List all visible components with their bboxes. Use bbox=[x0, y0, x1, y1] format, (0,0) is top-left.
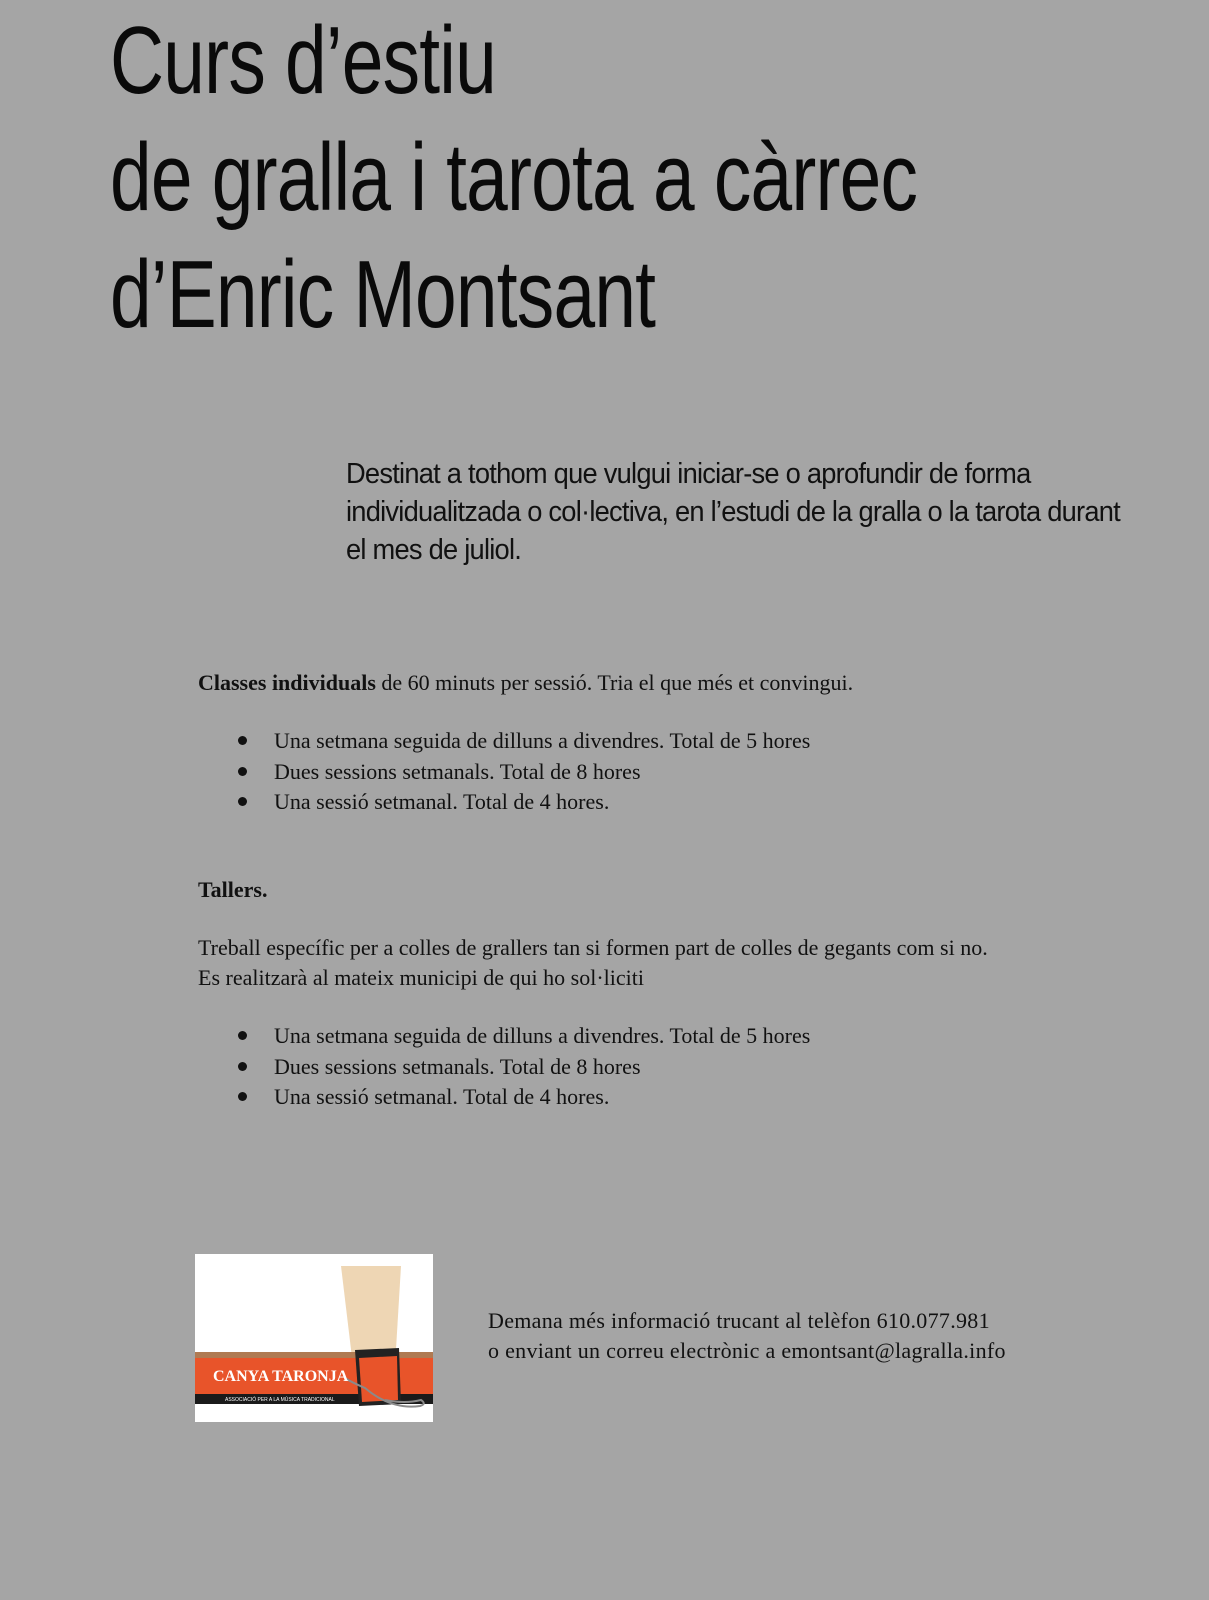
logo-name: CANYA TARONJA bbox=[213, 1368, 349, 1385]
bullet-icon bbox=[238, 736, 247, 745]
tallers-line-1: Treball específic per a colles de grallers tan si formen part de colles de gegants com si no. bbox=[198, 935, 988, 960]
list-item: Dues sessions setmanals. Total de 8 hores bbox=[198, 1052, 810, 1083]
title-line-3: d’Enric Montsant bbox=[110, 241, 656, 348]
contact-email: o enviant un correu electrònic a emontsant@lagralla.info bbox=[488, 1338, 1006, 1363]
logo-icon bbox=[195, 1254, 433, 1422]
list-item: Una sessió setmanal. Total de 4 hores. bbox=[198, 787, 810, 818]
canya-taronja-logo bbox=[195, 1254, 433, 1422]
tallers-line-2: Es realitzarà al mateix municipi de qui ho sol·liciti bbox=[198, 965, 644, 990]
intro-paragraph: Destinat a tothom que vulgui iniciar-se o aprofundir de forma individualitzada o col·lectiva, en l’estudi de la gralla o la tarota durant el mes de juliol. bbox=[346, 458, 1121, 566]
title-line-2: de gralla i tarota a càrrec bbox=[110, 124, 918, 231]
title-line-1: Curs d’estiu bbox=[110, 7, 496, 114]
page-title bbox=[110, 2, 918, 353]
tallers-list bbox=[198, 1021, 810, 1113]
bullet-icon bbox=[238, 1031, 247, 1040]
bullet-icon bbox=[238, 1062, 247, 1071]
bullet-icon bbox=[238, 1092, 247, 1101]
list-item: Dues sessions setmanals. Total de 8 hores bbox=[198, 757, 810, 788]
classes-intro bbox=[198, 668, 853, 698]
tallers-heading: Tallers. bbox=[198, 877, 268, 902]
contact-info bbox=[488, 1306, 1006, 1366]
bullet-icon bbox=[238, 767, 247, 776]
list-item: Una setmana seguida de dilluns a divendres. Total de 5 hores bbox=[198, 726, 810, 757]
classes-heading: Classes individuals bbox=[198, 670, 376, 695]
classes-description: de 60 minuts per sessió. Tria el que més et convingui. bbox=[375, 670, 854, 695]
logo-subtitle: ASSOCIACIÓ PER A LA MÚSICA TRADICIONAL bbox=[225, 1397, 335, 1403]
bullet-icon bbox=[238, 797, 247, 806]
tallers-description bbox=[198, 933, 988, 993]
list-item: Una sessió setmanal. Total de 4 hores. bbox=[198, 1082, 810, 1113]
list-item: Una setmana seguida de dilluns a divendres. Total de 5 hores bbox=[198, 1021, 810, 1052]
contact-phone: Demana més informació trucant al telèfon 610.077.981 bbox=[488, 1308, 990, 1333]
classes-list bbox=[198, 726, 810, 818]
